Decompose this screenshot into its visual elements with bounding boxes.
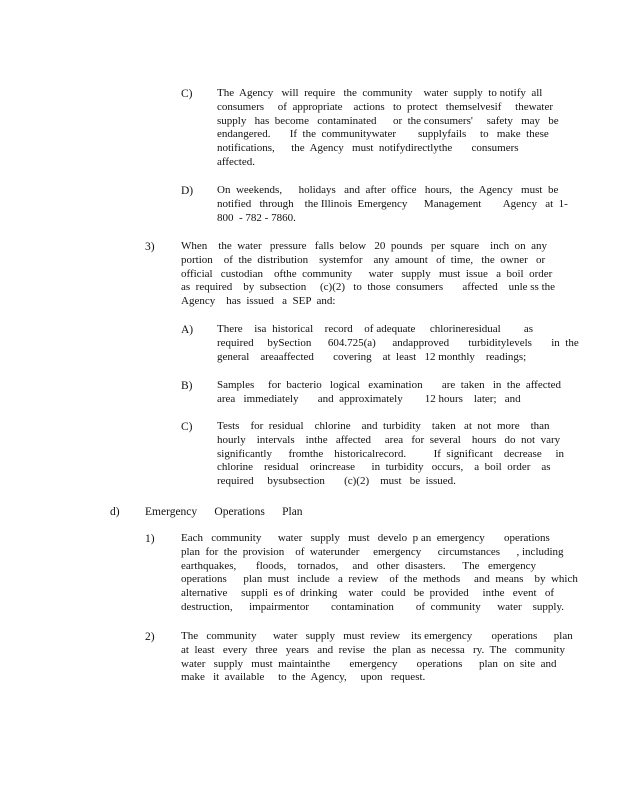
item-label: C): [181, 88, 193, 100]
paragraph-line: make it available to the Agency, upon request.: [181, 671, 426, 684]
paragraph-line: significantly fromthe historicalrecord. If significant decrease in: [217, 447, 565, 460]
paragraph-line: affected.: [217, 155, 255, 168]
item-label: B): [181, 380, 193, 392]
paragraph-line: as required by subsection (c)(2) to those consumers affected unle ss the: [181, 281, 556, 294]
paragraph-line: required bysubsection (c)(2) must be issued.: [217, 475, 456, 488]
paragraph-line: at least every three years and revise the plan as necessa ry. The community: [181, 643, 565, 656]
paragraph-line: destruction, impairmentor contamination of community water supply.: [181, 600, 564, 613]
paragraph-line: operations plan must include a review of the methods and means by which: [181, 573, 578, 586]
paragraph-line: Each community water supply must develo p an emergency operations: [181, 532, 550, 544]
paragraph: [181, 630, 573, 685]
section-heading: Emergency Operations Plan: [145, 506, 303, 518]
paragraph: [181, 532, 578, 615]
paragraph: [217, 323, 579, 364]
paragraph-line: official custodian ofthe community water supply must issue a boil order: [181, 267, 553, 280]
paragraph-line: portion of the distribution systemfor any amount of time, the owner or: [181, 253, 546, 266]
paragraph-line: There isa historical record of adequate chlorineresidual as: [217, 323, 533, 335]
paragraph-line: The community water supply must review its emergency operations plan: [181, 630, 573, 642]
paragraph-line: notified through the Illinois Emergency Management Agency at 1-: [217, 197, 568, 210]
paragraph-line: Samples for bacterio logical examination are taken in the affected: [217, 379, 562, 391]
paragraph-line: required bySection 604.725(a) andapproved turbiditylevels in the: [217, 336, 579, 349]
item-label: A): [181, 324, 194, 336]
paragraph: [217, 420, 565, 489]
item-label: 3): [145, 241, 155, 253]
paragraph-line: 800 - 782 - 7860.: [217, 211, 296, 224]
paragraph-line: notifications, the Agency must notifydirectlythe consumers: [217, 142, 519, 155]
paragraph-line: consumers of appropriate actions to protect themselvesif thewater: [217, 100, 554, 113]
paragraph-line: Agency has issued a SEP and:: [181, 295, 336, 308]
paragraph-line: water supply must maintainthe emergency operations plan on site and: [181, 657, 557, 670]
paragraph-line: earthquakes, floods, tornados, and other disasters. The emergency: [181, 559, 536, 572]
item-label: D): [181, 185, 194, 197]
item-label: 1): [145, 533, 155, 545]
paragraph-line: area immediately and approximately 12 hours later; and: [217, 392, 521, 405]
paragraph-line: endangered. If the communitywater supplyfails to make these: [217, 128, 549, 141]
paragraph-line: plan for the provision of waterunder emergency circumstances , including: [181, 545, 564, 558]
paragraph: [217, 87, 559, 170]
section-label: d): [110, 506, 120, 518]
item-label: C): [181, 421, 193, 433]
paragraph: [181, 240, 556, 309]
paragraph-line: hourly intervals inthe affected area for several hours do not vary: [217, 433, 561, 446]
paragraph: [217, 379, 562, 407]
item-label: 2): [145, 631, 155, 643]
paragraph-line: When the water pressure falls below 20 pounds per square inch on any: [181, 240, 547, 252]
paragraph-line: chlorine residual orincrease in turbidity occurs, a boil order as: [217, 461, 551, 474]
paragraph-line: supply has become contaminated or the consumers' safety may be: [217, 114, 559, 127]
paragraph-line: The Agency will require the community water supply to notify all: [217, 87, 543, 99]
paragraph: [217, 184, 568, 225]
paragraph-line: Tests for residual chlorine and turbidity taken at not more than: [217, 420, 550, 432]
paragraph-line: On weekends, holidays and after office hours, the Agency must be: [217, 184, 559, 196]
paragraph-line: general areaaffected covering at least 12 monthly readings;: [217, 350, 527, 363]
paragraph-line: alternative suppli es of drinking water could be provided inthe event of: [181, 587, 554, 600]
